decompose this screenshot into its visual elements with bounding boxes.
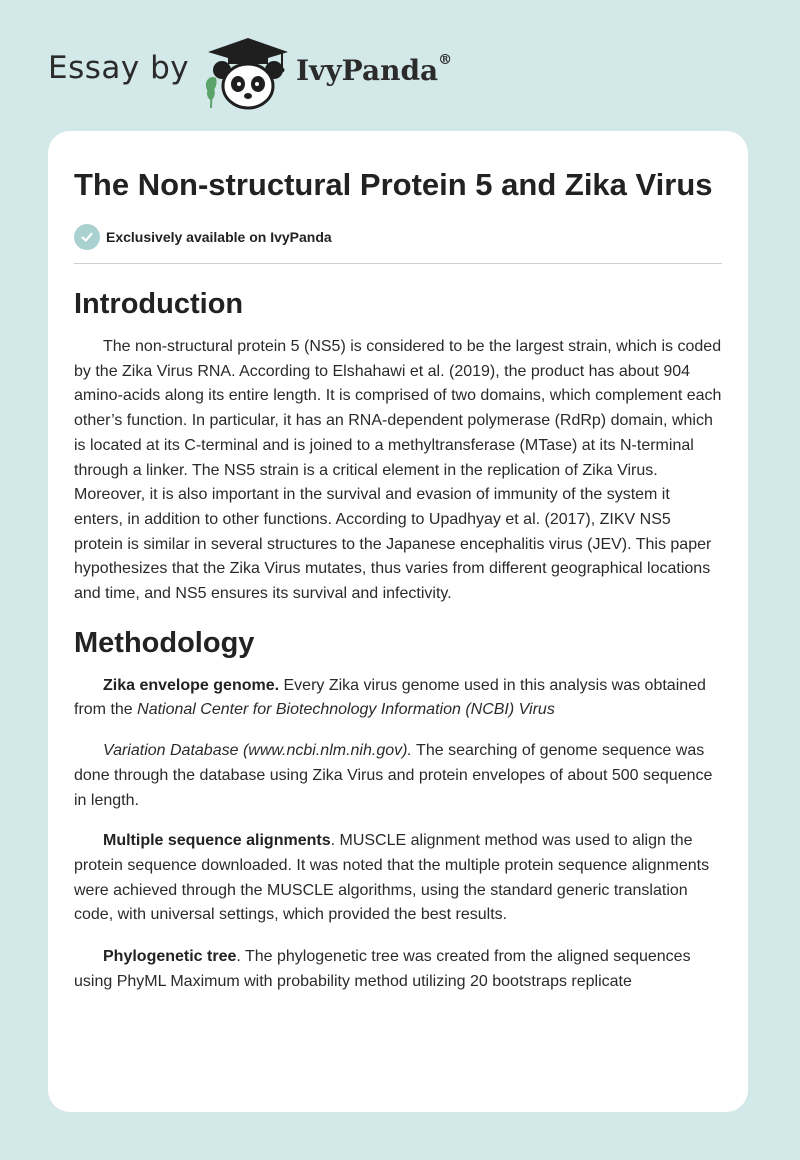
alignment-lead: Multiple sequence alignments	[103, 832, 331, 850]
database-text: The searching of genome sequence was done through the database using Zika Virus and protein envelopes of about 500 sequence in length.	[74, 742, 713, 809]
genome-text: Every Zika virus genome used in this analysis was obtained from the	[74, 676, 706, 719]
phylogenetic-text: . The phylogenetic tree was created from the aligned sequences using PhyML Maximum with probability method utilizing 20 bootstraps replicate	[74, 948, 691, 990]
genome-italic: National Center for Biotechnology Information (NCBI) Virus	[137, 701, 555, 719]
genome-lead: Zika envelope genome.	[103, 676, 280, 694]
methodology-paragraph-database	[74, 739, 722, 813]
brand-prefix: Essay by	[48, 50, 190, 86]
alignment-text: . MUSCLE alignment method was used to align the protein sequence downloaded. It was noted that the multiple protein sequence alignments were achieved through the MUSCLE algorithms, using the standard generic translation code, with universal settings, which provided the best results.	[74, 832, 710, 924]
methodology-heading: Methodology	[74, 626, 255, 659]
divider	[74, 263, 722, 264]
panda-graduate-logo-icon[interactable]	[198, 34, 294, 112]
brand-name[interactable]	[296, 51, 453, 87]
database-italic: Variation Database (www.ncbi.nlm.nih.gov).	[103, 742, 412, 760]
introduction-paragraph: The non-structural protein 5 (NS5) is considered to be the largest strain, which is coded by the Zika Virus RNA. According to Elshahawi et al. (2019), the product has about 904 amino-acids along its entire length. It is comprised of two domains, which complement each other’s function. In particular, it has an RNA-dependent polymerase (RdRp) domain, which is located at its C-terminal and is joined to a methyltransferase (MTase) at its N-terminal through a linker. The NS5 strain is a critical element in the replication of Zika Virus. Moreover, it is also important in the survival and evasion of immunity of the system it enters, in addition to other functions. According to Upadhyay et al. (2017), ZIKV NS5 protein is similar in several structures to the Japanese encephalitis virus (JEV). This paper hypothesizes that the Zika Virus mutates, thus varies from different geographical locations and time, and NS5 ensures its survival and infectivity.	[74, 338, 722, 603]
brand-name-text: IvyPanda	[296, 54, 439, 87]
exclusive-badge	[74, 223, 722, 251]
methodology-paragraph-phylogenetic	[74, 945, 722, 994]
exclusive-badge-text: Exclusively available on IvyPanda	[106, 229, 332, 245]
phylogenetic-lead: Phylogenetic tree	[103, 948, 237, 966]
methodology-paragraph-genome	[74, 674, 722, 723]
check-icon	[74, 224, 100, 250]
essay-title: The Non-structural Protein 5 and Zika Virus	[74, 167, 713, 202]
site-header	[0, 0, 800, 130]
methodology-paragraph-alignment	[74, 829, 722, 928]
essay-card	[48, 131, 748, 1112]
introduction-heading: Introduction	[74, 288, 244, 320]
registered-mark: ®	[438, 51, 453, 68]
